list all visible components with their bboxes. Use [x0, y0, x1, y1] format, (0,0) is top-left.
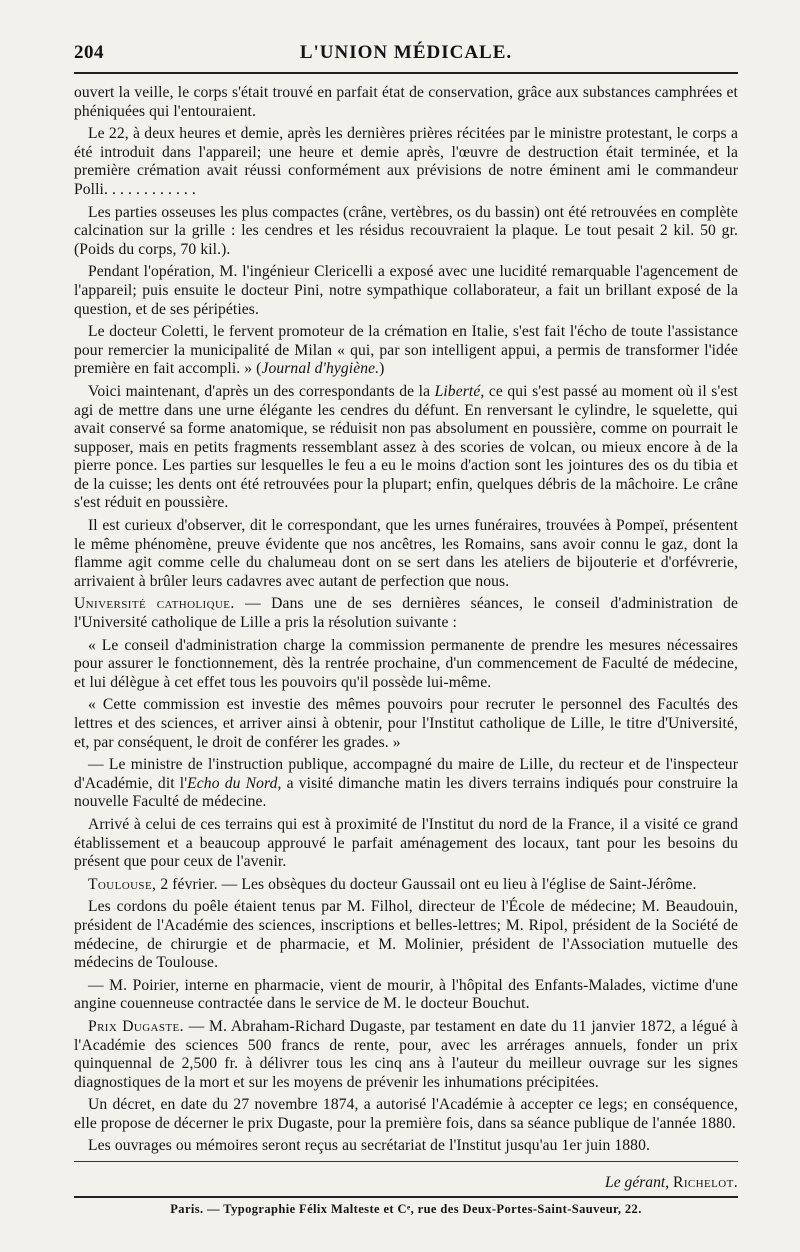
- news-heading: Université catholique.: [74, 595, 235, 613]
- paragraph-text: Voici maintenant, d'après un des correspondants de la: [88, 382, 435, 400]
- paragraph: Les parties osseuses les plus compactes (crâne, vertèbres, os du bassin) ont été retrouvées en complète calcination sur la grille : les cendres et les résidus recouvraient la plaque. Le tout pesait 2 kil. 50 gr. (Poids du corps, 70 kil.).: [74, 203, 738, 258]
- news-item: [74, 1018, 738, 1092]
- paragraph: « Cette commission est investie des mêmes pouvoirs pour recruter le personnel des Facultés des lettres et des sciences, et arriver ainsi à obtenir, pour l'Institut catholique de Lille, le titre d'Université, et, par conséquent, le droit de conférer les grades. »: [74, 696, 738, 751]
- newspaper-name: Liberté,: [434, 382, 485, 400]
- news-item: [74, 876, 738, 895]
- signature-name: Richelot.: [673, 1174, 738, 1191]
- paragraph: Arrivé à celui de ces terrains qui est à proximité de l'Institut du nord de la France, il a visité ce grand établissement et a beaucoup approuvé le parfait aménagement des locaux, tant pour les besoins du présent que pour ceux de l'avenir.: [74, 815, 738, 871]
- paragraph-text: ce qui s'est passé au moment où il s'est agi de mettre dans une urne élégante les cendres du défunt. En renversant le cylindre, le squelette, qui avait conservé sa forme anatomique, se réduisit non pas absolument en poussière, comme on pourrait le supposer, mais en petits fragments ressemblant assez à des scories de volcan, ou mieux encore à de la pierre ponce. Les parties sur lesquelles le feu a eu le moins d'action sont les jointures des os du tibia et de la cuisse; les dents ont été retrouvées pour la plupart; enfin, quelques débris de la mâchoire. Le crâne s'est réduit en poussière.: [74, 382, 738, 512]
- footer-rule: [74, 1196, 738, 1198]
- news-heading: Prix Dugaste.: [88, 1017, 184, 1035]
- paragraph-text: 2 février. — Les obsèques du docteur Gaussail ont eu lieu à l'église de Saint-Jérôme.: [156, 875, 697, 893]
- paragraph: [74, 323, 738, 379]
- page-header: [74, 42, 738, 66]
- paragraph: Le 22, à deux heures et demie, après les dernières prières récitées par le ministre protestant, le corps a été introduit dans l'appareil; une heure et demie après, l'œuvre de destruction était terminée, et la première crémation avait réussi conformément aux prévisions de notre éminent ami le commandeur Polli. . . . . . . . . . . .: [74, 125, 738, 198]
- paragraph: « Le conseil d'administration charge la commission permanente de prendre les mesures nécessaires pour assurer le fonctionnement, dès la rentrée prochaine, d'un commencement de Faculté de médecine, et lui délègue à cet effet tous les pouvoirs qu'il possède lui-même.: [74, 636, 738, 691]
- footer-rule: [74, 1161, 738, 1162]
- news-item: [74, 595, 738, 632]
- paragraph: Les ouvrages ou mémoires seront reçus au secrétariat de l'Institut jusqu'au 1er juin 1880.: [88, 1137, 650, 1155]
- paragraph: Les cordons du poêle étaient tenus par M. Filhol, directeur de l'École de médecine; M. Beaudouin, président de l'Académie des sciences, inscriptions et belles-lettres; M. Ripol, président de la Société de médecine, de chirurgie et de pharmacie, et M. Molinier, président de l'Association mutuelle des médecins de Toulouse.: [74, 898, 738, 972]
- news-heading: Toulouse,: [88, 875, 157, 893]
- paragraph-text: Le docteur Coletti, le fervent promoteur de la crémation en Italie, s'est fait l'écho de toute l'assistance pour remercier la municipalité de Milan « qui, par son intelligent appui, a permis de transformer l'idée première en fait accompli. » (: [74, 323, 738, 378]
- article-body: [74, 84, 738, 1160]
- paragraph: Il est curieux d'observer, dit le correspondant, que les urnes funéraires, trouvées à Pompeï, présentent le même phénomène, preuve évidente que nos ancêtres, les Romains, sans avoir connu le gaz, dont la flamme agit comme celle du chalumeau dont on se sert dans les ateliers de bijouterie et d'orfévrerie, arrivaient à brûler leurs cadavres avec autant de perfection que nous.: [74, 517, 738, 590]
- paragraph: Pendant l'opération, M. l'ingénieur Clericelli a exposé avec une lucidité remarquable l'agencement de l'appareil; puis ensuite le docteur Pini, notre sympathique collaborateur, a fait un brillant exposé de la question, et de ses péripéties.: [74, 263, 738, 318]
- paragraph-text: — Le ministre de l'instruction publique, accompagné du maire de Lille, du recteur et de l'inspecteur d'Académie, dit l': [74, 756, 738, 792]
- journal-citation: Journal d'hygiène.: [261, 360, 380, 378]
- paragraph: — M. Poirier, interne en pharmacie, vient de mourir, à l'hôpital des Enfants-Malades, victime d'une angine couenneuse contractée dans le service de M. le docteur Bouchut.: [74, 976, 738, 1013]
- paragraph-text: — Dans une de ses dernières séances, le conseil d'administration de l'Université catholique de Lille a pris la résolution suivante :: [74, 595, 739, 632]
- paragraph: [74, 383, 738, 513]
- paragraph-text: — M. Abraham-Richard Dugaste, par testament en date du 11 janvier 1872, a légué à l'Académie des sciences 500 francs de rente, pour, avec les arrérages annuels, fonder un prix quinquennal de 2,500 fr. à délivrer tous les cinq ans à l'auteur du meilleur ouvrage sur les signes diagnostiques de la mort et sur les moyens de prévenir les inhumations précipitées.: [74, 1017, 738, 1091]
- printer-imprint: Paris. — Typographie Félix Malteste et Cᵉ, rue des Deux-Portes-Saint-Sauveur, 22.: [170, 1202, 642, 1216]
- newspaper-name: Echo du Nord,: [187, 774, 282, 792]
- running-head: L'UNION MÉDICALE.: [299, 42, 513, 63]
- paragraph: ouvert la veille, le corps s'était trouvé en parfait état de conservation, grâce aux substances camphrées et phéniquées qui l'entouraient.: [74, 84, 738, 120]
- paragraph-text: a visité dimanche matin les divers terrains indiqués pour construire la nouvelle Faculté de médecine.: [74, 774, 738, 811]
- signature: [74, 1174, 738, 1193]
- paragraph: [74, 756, 738, 812]
- header-rule: [74, 72, 738, 74]
- paragraph-text: ): [379, 360, 385, 378]
- page-number: 204: [74, 42, 104, 63]
- signature-label: Le gérant,: [605, 1174, 670, 1191]
- paragraph: Un décret, en date du 27 novembre 1874, a autorisé l'Académie à accepter ce legs; en conséquence, elle propose de décerner le prix Dugaste, pour la première fois, dans sa séance publique de l'année 1880.: [74, 1096, 738, 1132]
